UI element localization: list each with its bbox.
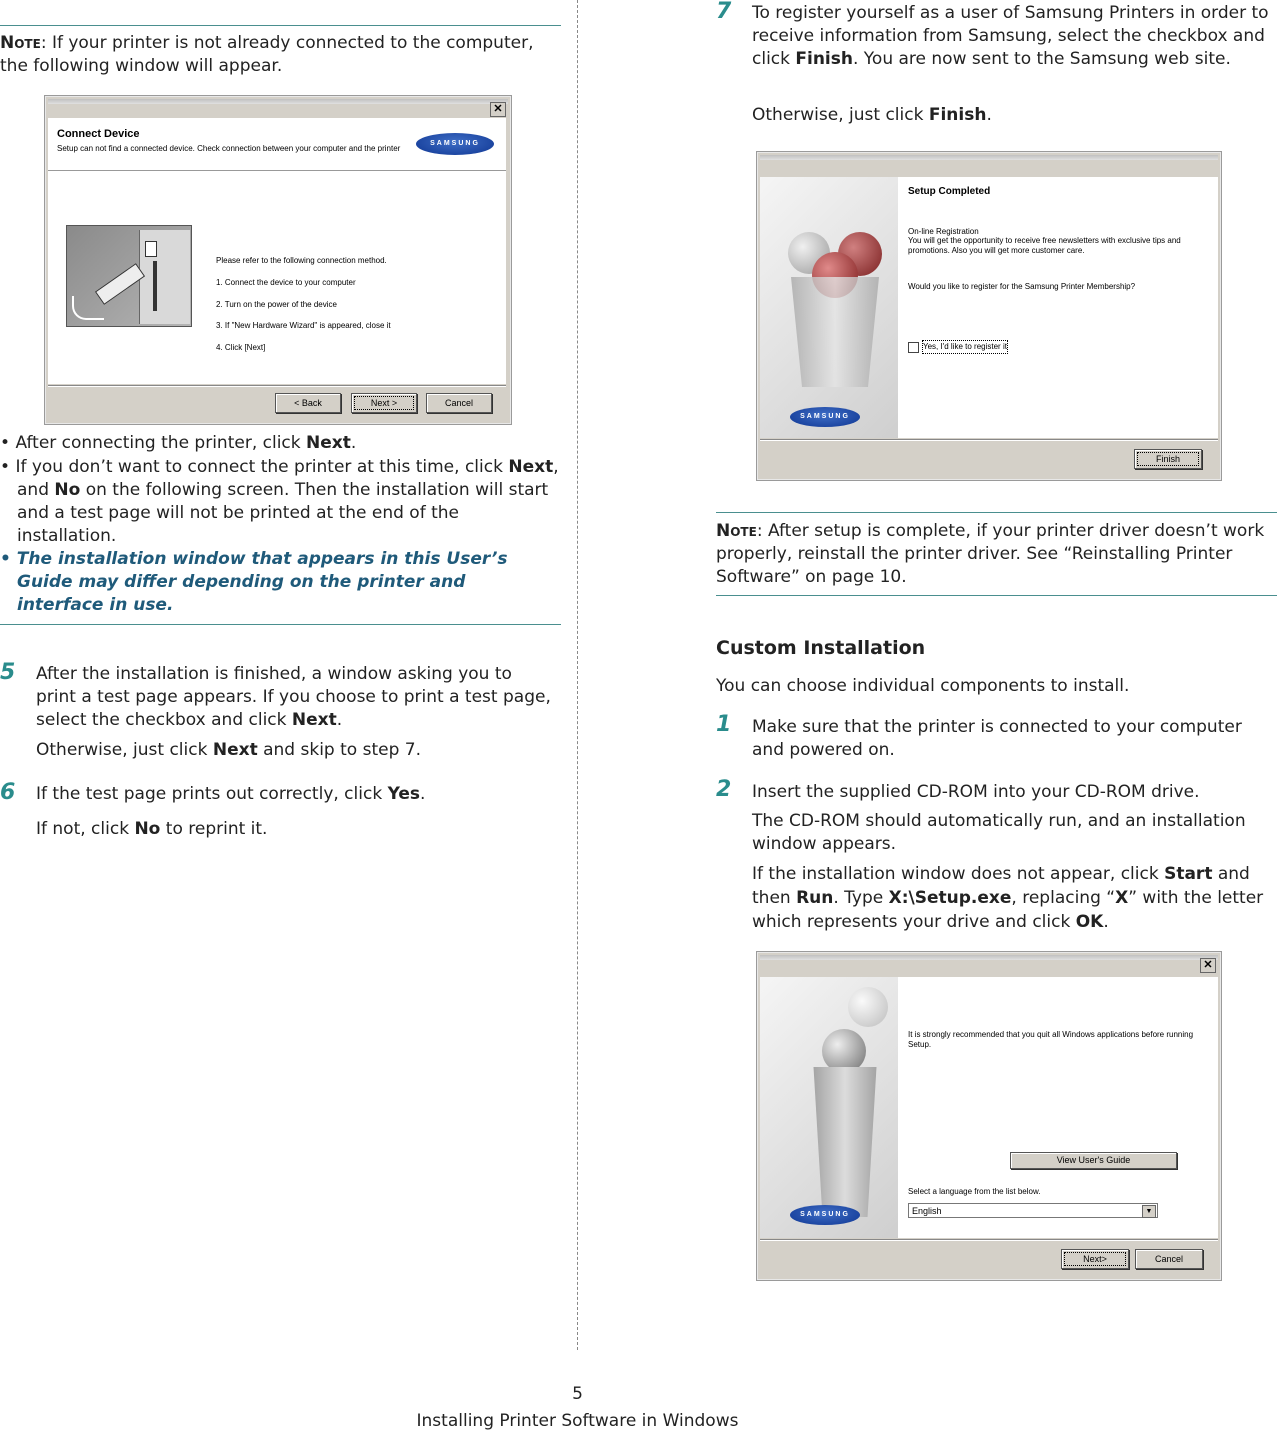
bullet-window-differs: • The installation window that appears in this User’s Guide may differ depending on the printer and interface in use. bbox=[0, 549, 508, 615]
note-bottom-rule bbox=[0, 624, 561, 625]
parallel-port-icon bbox=[153, 261, 157, 311]
close-icon[interactable]: ✕ bbox=[490, 102, 506, 117]
step-number-1: 1 bbox=[716, 712, 732, 737]
dialog-title: Connect Device bbox=[57, 128, 140, 140]
figure-head-icon bbox=[848, 987, 888, 1027]
samsung-logo: SAMSUNG bbox=[790, 1205, 860, 1225]
figure-body-icon bbox=[800, 1067, 890, 1217]
close-icon[interactable]: ✕ bbox=[1200, 958, 1216, 973]
setup-completed-dialog bbox=[756, 151, 1222, 481]
side-illustration bbox=[760, 177, 898, 438]
connect-device-dialog bbox=[44, 95, 512, 425]
chevron-down-icon[interactable]: ▼ bbox=[1142, 1205, 1156, 1218]
quit-apps-message: It is strongly recommended that you quit all Windows applications before running Setup. bbox=[908, 1030, 1194, 1049]
page-number: 5 bbox=[572, 1384, 583, 1404]
step-6-if-not: If not, click No to reprint it. bbox=[36, 819, 268, 839]
step-6-text: If the test page prints out correctly, click Yes. bbox=[36, 784, 426, 804]
cancel-button[interactable]: Cancel bbox=[1135, 1249, 1203, 1269]
note-connect bbox=[0, 32, 555, 78]
note-after-setup: Note: After setup is complete, if your printer driver doesn’t work properly, reinstall the printer driver. See “Reinstalling Printer Software” on page 10. bbox=[716, 521, 1265, 587]
step-5-otherwise: Otherwise, just click Next and skip to step 7. bbox=[36, 740, 421, 760]
back-button[interactable]: < Back bbox=[275, 393, 341, 413]
custom-step-1-text: Make sure that the printer is connected to your computer and powered on. bbox=[752, 717, 1242, 760]
registration-title: On-line Registration bbox=[908, 227, 979, 236]
membership-question: Would you like to register for the Samsung Printer Membership? bbox=[908, 282, 1136, 291]
custom-step-2-manual: If the installation window does not appear, click Start and then Run. Type X:\Setup.exe, replacing “X” with the letter which represents your drive and click OK. bbox=[752, 864, 1264, 932]
samsung-logo: SAMSUNG bbox=[790, 407, 860, 427]
figure-body-icon bbox=[780, 277, 890, 387]
samsung-logo: SAMSUNG bbox=[416, 133, 494, 155]
bullet-not-connect: • If you don’t want to connect the printer at this time, click Next, and No on the following screen. Then the installation will start and a test page will not be printed at the end of the installation. bbox=[0, 457, 559, 546]
figure-head-icon bbox=[822, 1029, 866, 1073]
note2-bottom-rule bbox=[716, 595, 1277, 596]
instructions-intro: Please refer to the following connection method. bbox=[216, 256, 387, 265]
custom-installation-heading: Custom Installation bbox=[716, 637, 926, 659]
registration-text: You will get the opportunity to receive free newsletters with exclusive tips and promotions. Also you will get more customer care. bbox=[908, 236, 1181, 255]
column-divider bbox=[577, 0, 578, 1350]
register-checkbox-label[interactable]: Yes, I'd like to register it bbox=[923, 342, 1007, 351]
language-prompt: Select a language from the list below. bbox=[908, 1187, 1041, 1196]
setup-start-dialog bbox=[756, 951, 1222, 1281]
step-5-text: After the installation is finished, a window asking you to print a test page appears. If you choose to print a test page, select the checkbox and click Next. bbox=[36, 664, 551, 730]
next-button[interactable]: Next > bbox=[351, 393, 417, 413]
side-illustration bbox=[760, 977, 898, 1238]
language-select[interactable] bbox=[908, 1203, 1158, 1218]
instruction-2: 2. Turn on the power of the device bbox=[216, 300, 337, 309]
custom-intro: You can choose individual components to install. bbox=[716, 676, 1130, 696]
step-7-text: To register yourself as a user of Samsung Printers in order to receive information from Samsung, select the checkbox and click Finish. You are now sent to the Samsung web site. bbox=[752, 3, 1269, 69]
bullet-after-connecting: • After connecting the printer, click Next. bbox=[0, 433, 357, 453]
note-text: : If your printer is not already connected to the computer, the following window will appear. bbox=[0, 33, 534, 76]
note-label: Note bbox=[0, 33, 41, 53]
instruction-4: 4. Click [Next] bbox=[216, 343, 266, 352]
connection-illustration bbox=[66, 225, 192, 327]
cancel-button[interactable]: Cancel bbox=[426, 393, 492, 413]
note-top-rule bbox=[0, 25, 561, 26]
dialog-subtitle: Setup can not find a connected device. Check connection between your computer and the printer bbox=[57, 144, 401, 153]
custom-step-2-text: Insert the supplied CD-ROM into your CD-ROM drive. bbox=[752, 782, 1200, 802]
step-7-otherwise: Otherwise, just click Finish. bbox=[752, 105, 992, 125]
instruction-1: 1. Connect the device to your computer bbox=[216, 278, 356, 287]
instruction-3: 3. If "New Hardware Wizard" is appeared, close it bbox=[216, 321, 391, 330]
dialog-body bbox=[898, 177, 1218, 438]
note2-top-rule bbox=[716, 512, 1277, 513]
dialog-body bbox=[48, 171, 506, 384]
next-button[interactable]: Next> bbox=[1061, 1249, 1129, 1269]
dialog-title: Setup Completed bbox=[908, 186, 991, 197]
footer-title: Installing Printer Software in Windows bbox=[416, 1411, 739, 1431]
step-number-5: 5 bbox=[0, 660, 16, 685]
finish-button[interactable]: Finish bbox=[1134, 449, 1202, 469]
step-number-7: 7 bbox=[716, 0, 732, 24]
dialog-body bbox=[898, 977, 1218, 1238]
custom-step-2-autorun: The CD-ROM should automatically run, and an installation window appears. bbox=[752, 811, 1246, 854]
step-number-6: 6 bbox=[0, 780, 16, 805]
register-checkbox[interactable] bbox=[908, 342, 919, 353]
step-number-2: 2 bbox=[716, 777, 732, 802]
port-icon bbox=[145, 241, 157, 257]
cable-icon bbox=[72, 296, 104, 320]
language-value: English bbox=[912, 1206, 942, 1216]
dialog-header bbox=[48, 118, 506, 171]
view-users-guide-button[interactable]: View User's Guide bbox=[1010, 1152, 1177, 1169]
